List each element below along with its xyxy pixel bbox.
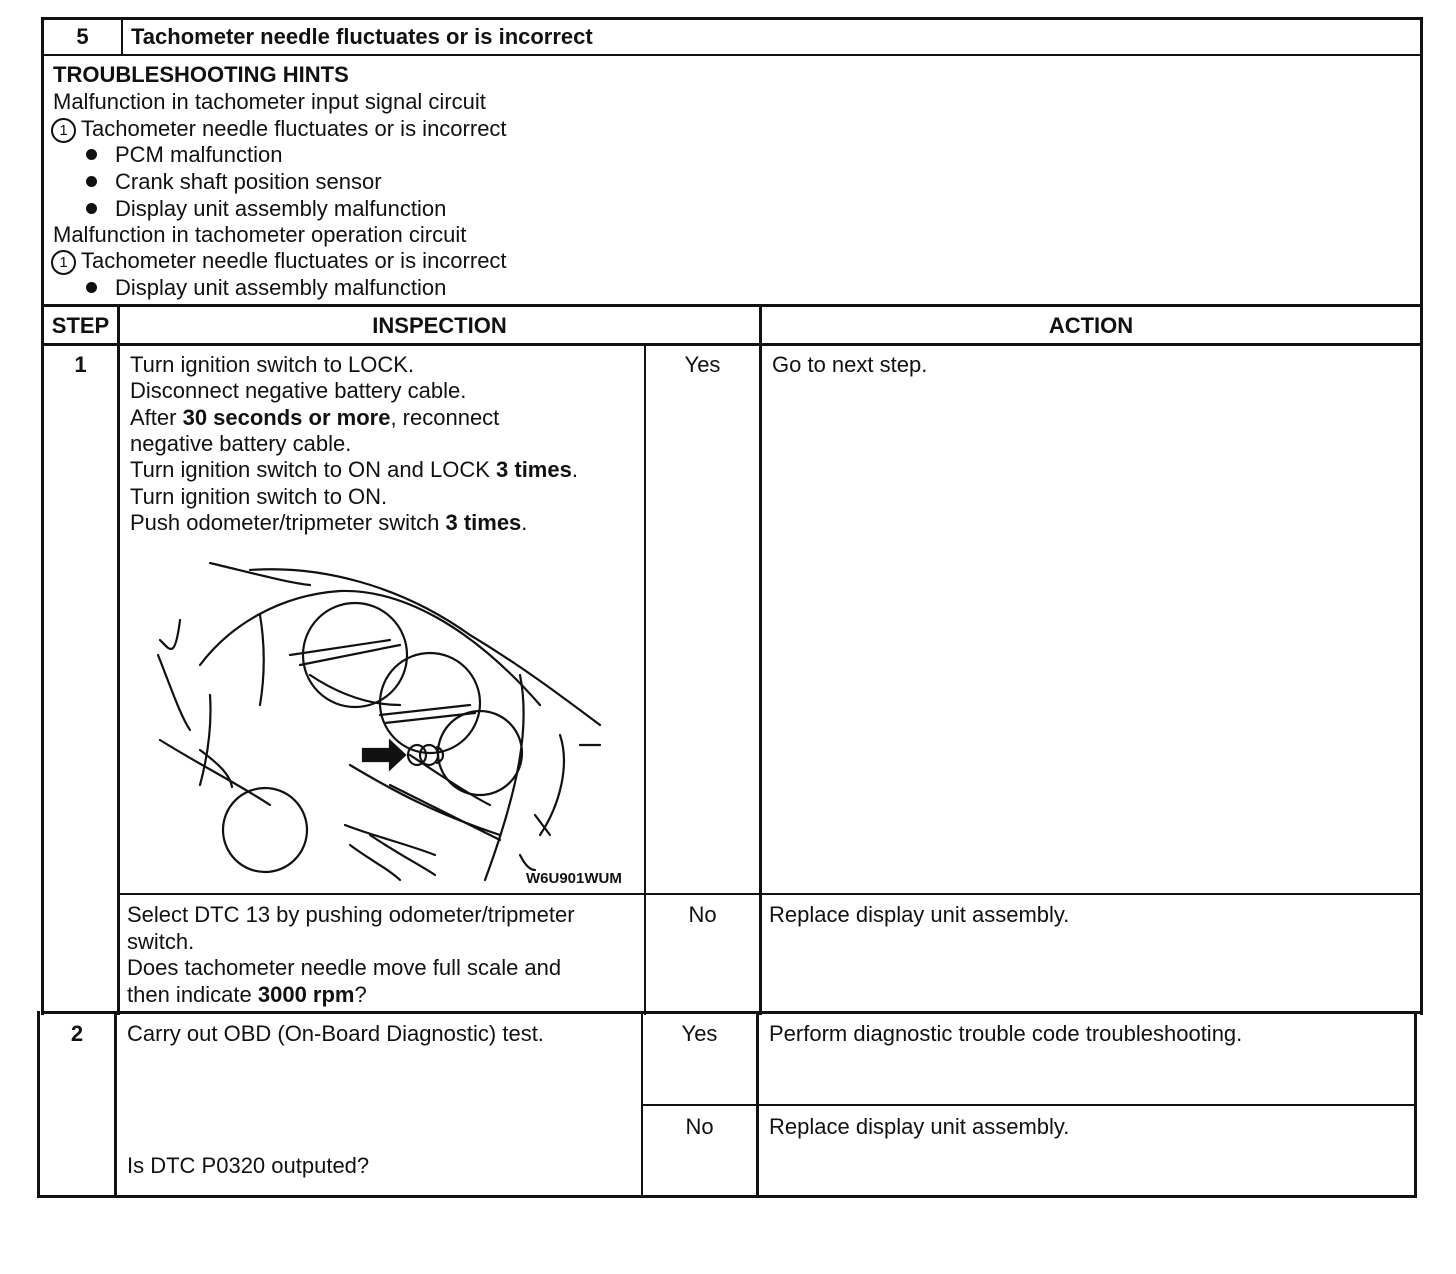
section-title: Tachometer needle fluctuates or is incorrect: [131, 24, 593, 49]
hint-line: Display unit assembly malfunction: [115, 196, 447, 221]
hint-line: Malfunction in tachometer operation circuit: [53, 222, 467, 247]
question-line: Does tachometer needle move full scale and: [127, 955, 562, 980]
hint-line: Crank shaft position sensor: [115, 169, 382, 194]
inspection-line: Push odometer/tripmeter switch 3 times.: [130, 510, 528, 535]
rule: [759, 305, 762, 1015]
rule: [114, 1012, 117, 1197]
question-line: switch.: [127, 929, 195, 954]
question-line: Is DTC P0320 outputed?: [127, 1153, 370, 1178]
rule: [118, 893, 1423, 895]
column-header-action: ACTION: [1048, 313, 1134, 338]
column-header-inspection: INSPECTION: [372, 313, 507, 338]
no-action: Replace display unit assembly.: [769, 1114, 1070, 1139]
rule: [37, 1195, 1417, 1198]
bullet-icon: [86, 176, 97, 187]
rule: [41, 304, 1423, 307]
yes-label: Yes: [684, 352, 721, 377]
bullet-icon: [86, 149, 97, 160]
rule: [117, 305, 120, 1015]
rule: [41, 17, 44, 1015]
hint-line: Display unit assembly malfunction: [115, 275, 447, 300]
hint-line: PCM malfunction: [115, 142, 283, 167]
inspection-line: Turn ignition switch to ON and LOCK 3 times.: [130, 457, 578, 482]
hint-line: Malfunction in tachometer input signal circuit: [53, 89, 486, 114]
rule: [642, 1104, 1416, 1106]
hint-line: 1 Tachometer needle fluctuates or is incorrect: [51, 116, 507, 143]
yes-action: Perform diagnostic trouble code troubleshooting.: [769, 1021, 1243, 1046]
no-label: No: [688, 902, 717, 927]
inspection-line: negative battery cable.: [130, 431, 352, 456]
step-number: 1: [74, 352, 87, 377]
column-header-step: STEP: [51, 313, 110, 338]
hint-line: 1 Tachometer needle fluctuates or is incorrect: [51, 248, 507, 275]
bullet-icon: [86, 282, 97, 293]
figure-code: W6U901WUM: [526, 870, 622, 887]
rule: [41, 17, 1423, 20]
circled-number-marker: 1: [51, 250, 76, 275]
hints-heading: TROUBLESHOOTING HINTS: [53, 62, 349, 87]
inspection-line: Turn ignition switch to ON.: [130, 484, 388, 509]
rule: [41, 54, 1423, 56]
rule: [41, 1011, 1423, 1014]
inspection-line: Disconnect negative battery cable.: [130, 378, 467, 403]
dashboard-illustration: [140, 555, 630, 885]
inspection-line: Carry out OBD (On-Board Diagnostic) test.: [127, 1021, 544, 1046]
yes-action: Go to next step.: [772, 352, 928, 377]
yes-label: Yes: [681, 1021, 718, 1046]
rule: [1420, 17, 1423, 1015]
question-line: Select DTC 13 by pushing odometer/tripmeter: [127, 902, 575, 927]
section-number: 5: [76, 24, 89, 49]
question-line: then indicate 3000 rpm?: [127, 982, 367, 1007]
rule: [41, 343, 1423, 346]
inspection-line: After 30 seconds or more, reconnect: [130, 405, 500, 430]
step-number: 2: [70, 1021, 84, 1046]
rule: [121, 17, 123, 55]
circled-number-marker: 1: [51, 118, 76, 143]
no-action: Replace display unit assembly.: [769, 902, 1070, 927]
no-label: No: [685, 1114, 714, 1139]
bullet-icon: [86, 203, 97, 214]
inspection-line: Turn ignition switch to LOCK.: [130, 352, 415, 377]
